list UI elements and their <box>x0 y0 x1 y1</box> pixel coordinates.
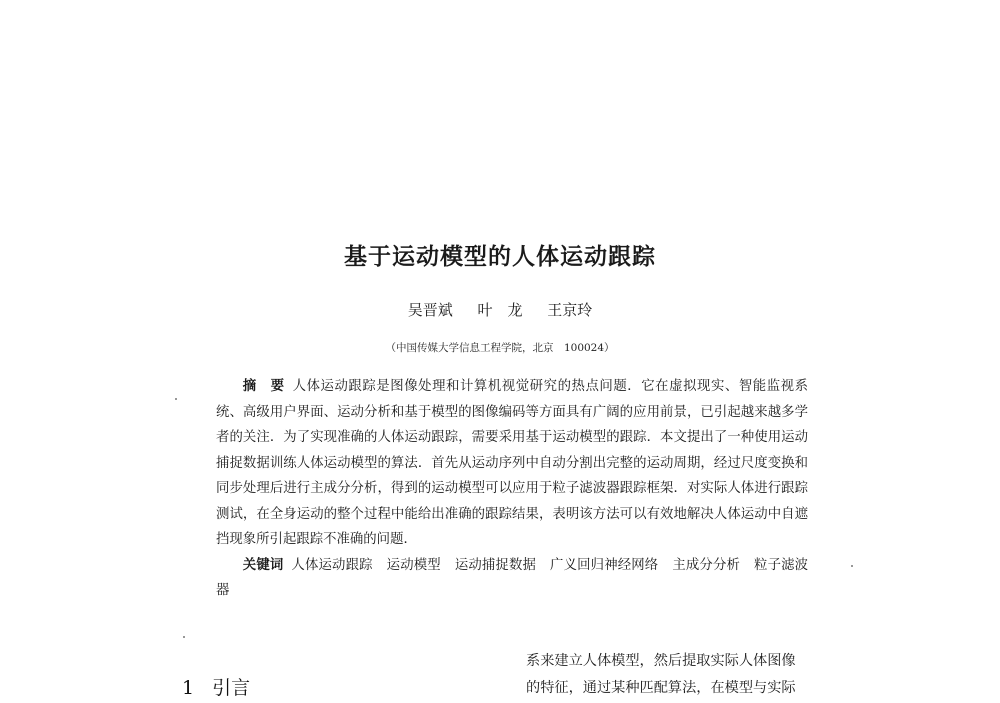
keywords-label: 关键词 <box>242 557 284 573</box>
abstract-text: 人体运动跟踪是图像处理和计算机视觉研究的热点问题．它在虚拟现实、智能监视系统、高级用户界面、运动分析和基于模型的图像编码等方面具有广阔的应用前景，已引起越来越多学者的关注．为了实现准确的人体运动跟踪，需要采用基于运动模型的跟踪．本文提出了一种使用运动捕捉数据训练人体运动模型的算法．首先从运动序列中自动分割出完整的运动周期，经过尺度变换和同步处理后进行主成分分析，得到的运动模型可以应用于粒子滤波器跟踪框架．对实际人体进行跟踪测试，在全身运动的整个过程中能给出准确的跟踪结果，表明该方法可以有效地解决人体运动中自遮挡现象所引起跟踪不准确的问题． <box>216 379 809 547</box>
author-name: 叶 龙 <box>477 301 523 319</box>
keywords-paragraph <box>216 553 808 604</box>
abstract-label: 摘 要 <box>242 379 285 394</box>
scan-speck <box>851 565 853 567</box>
scan-speck <box>183 636 185 638</box>
author-list <box>0 299 1000 320</box>
keyword: 主成分分析 <box>672 557 741 573</box>
body-text-line: 的特征，通过某种匹配算法，在模型与实际 <box>526 680 796 696</box>
keyword: 运动模型 <box>386 557 441 573</box>
scan-speck <box>175 398 177 400</box>
abstract-paragraph <box>216 374 808 553</box>
body-text-line: 系来建立人体模型，然后提取实际人体图像 <box>526 653 796 669</box>
abstract-block <box>216 374 808 604</box>
author-affiliation: （中国传媒大学信息工程学院，北京 100024） <box>385 342 615 354</box>
section-title: 引言 <box>212 677 251 699</box>
author-name: 王京玲 <box>547 301 593 319</box>
keyword: 运动捕捉数据 <box>454 557 537 573</box>
author-name: 吴晋斌 <box>407 301 453 319</box>
keyword: 人体运动跟踪 <box>291 557 373 573</box>
keyword: 广义回归神经网络 <box>550 557 659 573</box>
section-heading <box>182 673 250 700</box>
keyword: 粒子滤波器 <box>216 557 809 598</box>
body-text-right-column <box>526 648 846 702</box>
paper-title: 基于运动模型的人体运动跟踪 <box>344 244 656 270</box>
section-number: 1 <box>182 677 195 699</box>
